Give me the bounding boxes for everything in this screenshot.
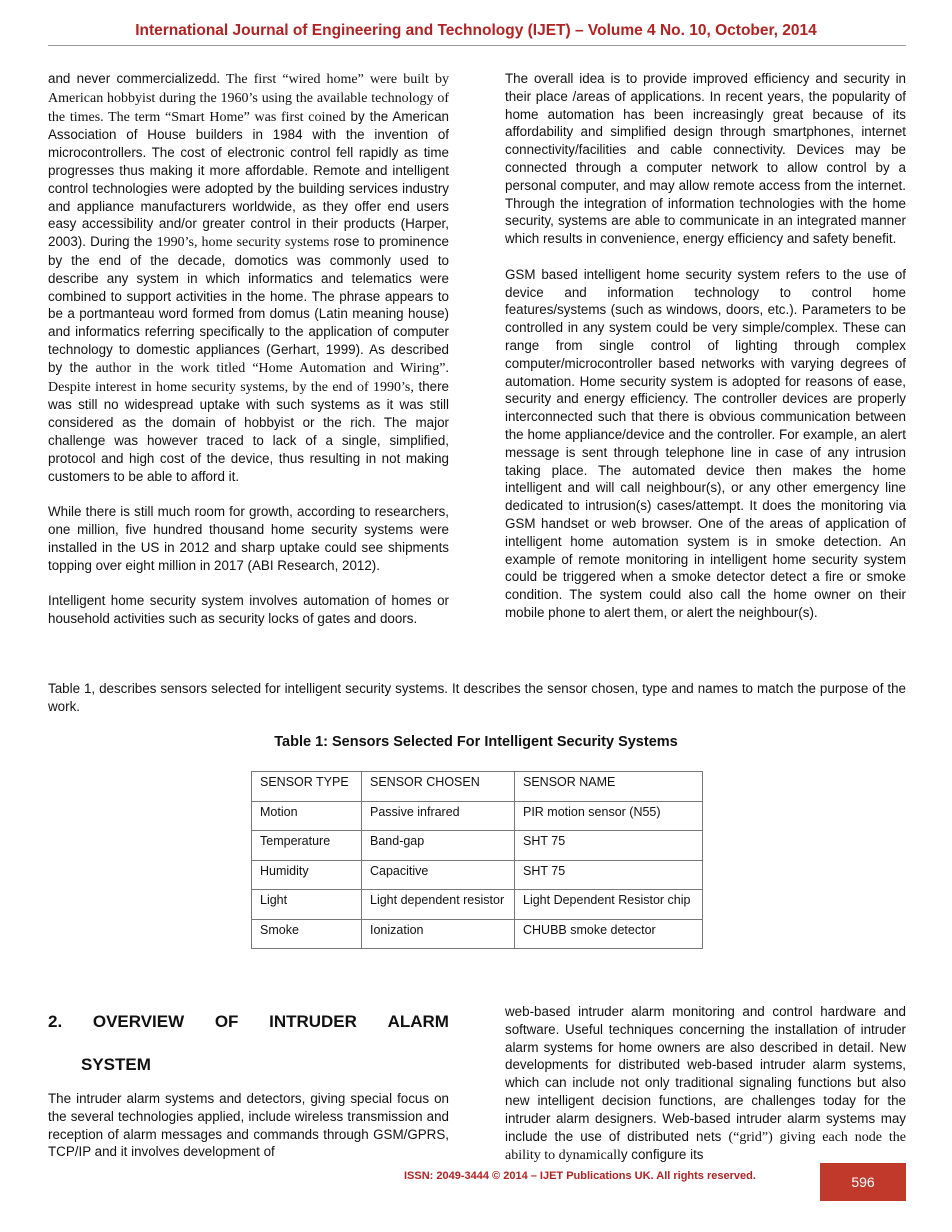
- left-column: [48, 70, 449, 646]
- text-run: rose to prominence by the end of the decade, domotics was commonly used to describe any system in which informatics and telematics were combined to support activities in the home. The phrase appears to be a portmanteau word formed from domus (Latin meaning house) and informatics referring specifically to the application of computer technology to domestic appliances (Gerhart, 1999). As described by the: [48, 234, 449, 375]
- table-cell: CHUBB smoke detector: [515, 919, 703, 949]
- table-cell: Temperature: [252, 831, 362, 861]
- table-cell: Light: [252, 890, 362, 920]
- table-header-cell: SENSOR CHOSEN: [362, 772, 515, 802]
- right-paragraph-1: The overall idea is to provide improved efficiency and security in their place /areas of applications. In recent years, the popularity of home automation has been increasingly great because of its affordability and simplified design through smartphones, internet connectivity/facilities and cable connectivity. Devices may be connected through a computer network to allow control by a personal computer, and may allow remote access from the internet. Through the integration of information technologies with the home security, systems are able to communicate in an integrated manner which results in convenience, energy efficiency and safety benefit.: [505, 71, 906, 247]
- table-cell: Ionization: [362, 919, 515, 949]
- table-cell: Band-gap: [362, 831, 515, 861]
- section-heading: [48, 1000, 449, 1086]
- table-cell: Light Dependent Resistor chip: [515, 890, 703, 920]
- section-number: 2.: [48, 1012, 63, 1031]
- text-run: there was still no widespread uptake with such systems as it was still considered as the domain of hobbyist or the rich. The major challenge was however traced to lack of a single, simplified, protocol and high cost of the device, thus resulting in not making customers to be able to afford it.: [48, 378, 449, 484]
- table-cell: Capacitive: [362, 860, 515, 890]
- footer-copyright: ISSN: 2049-3444 © 2014 – IJET Publications UK. All rights reserved.: [404, 1170, 756, 1182]
- text-run: y configure its: [620, 1147, 704, 1163]
- table-header-row: [252, 772, 703, 802]
- table-row: [252, 831, 703, 861]
- text-run-serif: d. The first “wired home” were built by American hobbyist during the 1960’s using the available technology of the times. The term “Smart Home” was first coined: [48, 72, 450, 125]
- section-left-text: The intruder alarm systems and detectors, giving special focus on the several technologies applied, include wireless transmission and reception of alarm messages and commands through GSM/GPRS, TCP/IP and it involves development of: [48, 1091, 449, 1160]
- table-row: [252, 890, 703, 920]
- section-word: INTRUDER: [269, 1012, 357, 1031]
- section-heading-line-1: [48, 1000, 449, 1043]
- table-row: [252, 801, 703, 831]
- table-cell: Light dependent resistor: [362, 890, 515, 920]
- table-cell: PIR motion sensor (N55): [515, 801, 703, 831]
- section-right-text: [505, 1003, 906, 1165]
- text-run: by the American Association of House builders in 1984 with the invention of microcontrollers. The cost of electronic control fell rapidly as time progresses thus making it more affordable. Remote and intelligent control technologies were adopted by the building services industry and appliance manufacturers worldwide, as they offer end users easy accessibility and/or greater control in their products (Harper, 2003). During the: [48, 108, 449, 250]
- left-paragraph-3: Intelligent home security system involves automation of homes or household activities such as security locks of gates and doors.: [48, 593, 449, 626]
- table-cell: Passive infrared: [362, 801, 515, 831]
- journal-header: International Journal of Engineering and Technology (IJET) – Volume 4 No. 10, October, 2014: [135, 22, 817, 39]
- table-cell: Smoke: [252, 919, 362, 949]
- table-header-cell: SENSOR NAME: [515, 772, 703, 802]
- table-cell: Motion: [252, 801, 362, 831]
- table-row: [252, 919, 703, 949]
- table-row: [252, 860, 703, 890]
- text-run-serif: author in the work titled “Home Automation and Wiring”. Despite interest in home security systems, by the end of 1990’s,: [48, 360, 449, 395]
- right-paragraph-2: GSM based intelligent home security system refers to the use of device and information technology to control home features/systems (such as windows, doors, etc.). Parameters to be controlled in any system could be very simple/complex. These can range from single control of lighting through complex computer/microcontroller based networks with varying degrees of automation. Home security system is adopted for reasons of ease, security and energy efficiency. The controller devices are properly interconnected such that there is obvious communication between the home appliance/device and the controller. For example, an alert message is sent through telephone line in case of any intrusion taking place. The automated device then makes the home intelligent and will call neighbour(s), or any other emergency line dedicated to intrusion(s) cases/attempt. It does the monitoring via GSM handset or web browser. One of the areas of application of intelligent home automation system is in smoke detection. An example of remote monitoring in intelligent home security system could be triggered when a smoke detector detect a fire or smoke condition. The system could also call the home owner on their mobile phone to alert them, or alert the neighbour(s).: [505, 266, 906, 620]
- right-column: [505, 70, 906, 640]
- table-header-cell: SENSOR TYPE: [252, 772, 362, 802]
- table-cell: SHT 75: [515, 860, 703, 890]
- text-run-serif: (“grid”) giving each node the ability to dynamicall: [505, 1129, 906, 1164]
- text-run: and never commercialized: [48, 71, 210, 86]
- text-run: web-based intruder alarm monitoring and control hardware and software. Useful techniques concerning the installation of intruder alarm systems for home owners are also described in detail. New developments for distributed web-based intruder alarm systems, which can include not only traditional signaling functions but also new intelligent decision functions, are challenges today for the intruder alarm designers. Web-based intruder alarm systems may include the use of distributed nets: [505, 1004, 906, 1144]
- text-run-serif: 1990’s, home security systems: [156, 235, 330, 251]
- table-intro: Table 1, describes sensors selected for intelligent security systems. It describes the sensor chosen, type and names to match the purpose of the work.: [48, 681, 906, 714]
- sensor-table: [251, 771, 703, 949]
- left-paragraph-2: While there is still much room for growth, according to researchers, one million, five hundred thousand home security systems were installed in the US in 2012 and sharp uptake could see shipments topping over eight million in 2017 (ABI Research, 2012).: [48, 504, 449, 573]
- table-cell: SHT 75: [515, 831, 703, 861]
- section-word: OF: [214, 1012, 239, 1031]
- table-caption: Table 1: Sensors Selected For Intelligent Security Systems: [274, 734, 678, 750]
- left-paragraph-1: [48, 70, 449, 485]
- page-number: 596: [820, 1163, 906, 1201]
- section-heading-line-2: SYSTEM: [81, 1055, 151, 1074]
- table-cell: Humidity: [252, 860, 362, 890]
- section-word: ALARM: [387, 1012, 449, 1031]
- section-word: OVERVIEW: [92, 1012, 185, 1031]
- header-divider: [48, 45, 906, 46]
